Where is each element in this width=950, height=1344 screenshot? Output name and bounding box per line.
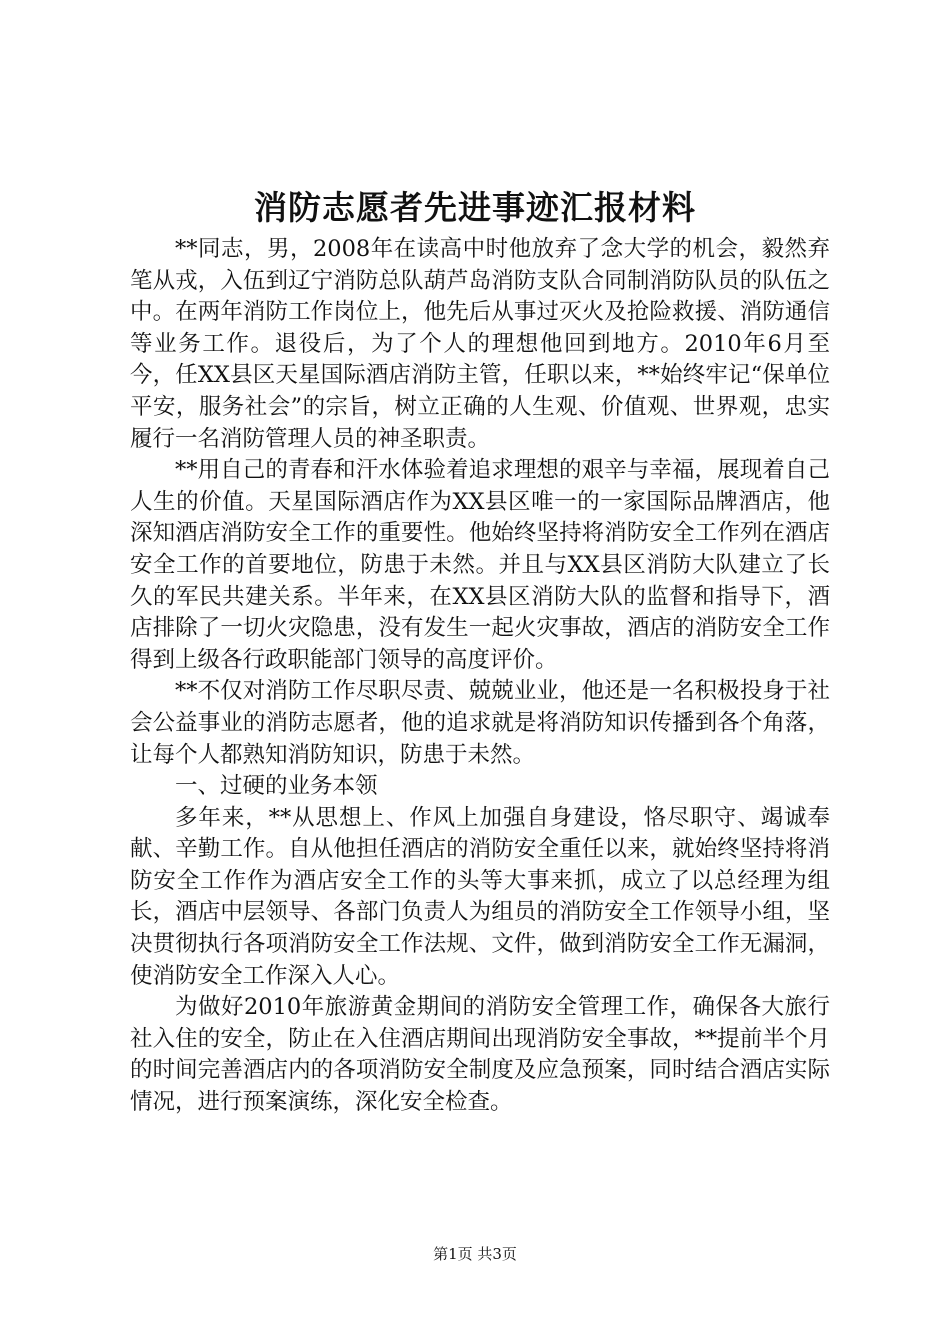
document-body bbox=[130, 234, 830, 1119]
paragraph-youth-value: **用自己的青春和汗水体验着追求理想的艰辛与幸福，展现着自己人生的价值。天星国际酒店作为XX县区唯一的一家国际品牌酒店，他深知酒店消防安全工作的重要性。他始终坚持将消防安全工作列在酒店安全工作的首要地位，防患于未然。并且与XX县区消防大队建立了长久的军民共建关系。半年来，在XX县区消防大队的监督和指导下，酒店排除了一切火灾隐患，没有发生一起火灾事故，酒店的消防安全工作得到上级各行政职能部门领导的高度评价。 bbox=[130, 457, 830, 673]
paragraph-volunteer: **不仅对消防工作尽职尽责、兢兢业业，他还是一名积极投身于社会公益事业的消防志愿者，他的追求就是将消防知识传播到各个角落，让每个人都熟知消防知识，防患于未然。 bbox=[130, 678, 830, 768]
page-number: 第1页 共3页 bbox=[433, 1245, 517, 1263]
paragraph-golden-week: 为做好2010年旅游黄金期间的消防安全管理工作，确保各大旅行社入住的安全，防止在入住酒店期间出现消防安全事故，**提前半个月的时间完善酒店内的各项消防安全制度及应急预案，同时结合酒店实际情况，进行预案演练，深化安全检查。 bbox=[130, 994, 830, 1116]
paragraph-intro: **同志，男，2008年在读高中时他放弃了念大学的机会，毅然弃笔从戎，入伍到辽宁消防总队葫芦岛消防支队合同制消防队员的队伍之中。在两年消防工作岗位上，他先后从事过灭火及抢险救援、消防通信等业务工作。退役后，为了个人的理想他回到地方。2010年6月至今，任XX县区天星国际酒店消防主管，任职以来，**始终牢记“保单位平安，服务社会”的宗旨，树立正确的人生观、价值观、世界观，忠实履行一名消防管理人员的神圣职责。 bbox=[130, 236, 830, 452]
paragraph-responsibility: 多年来，**从思想上、作风上加强自身建设，恪尽职守、竭诚奉献、辛勤工作。自从他担任酒店的消防安全重任以来，就始终坚持将消防安全工作作为酒店安全工作的头等大事来抓，成立了以总经理为组长，酒店中层领导、各部门负责人为组员的消防安全工作领导小组，坚决贯彻执行各项消防安全工作法规、文件，做到消防安全工作无漏洞，使消防安全工作深入人心。 bbox=[130, 804, 830, 989]
document-title: 消防志愿者先进事迹汇报材料 bbox=[254, 188, 696, 227]
section-heading: 一、过硬的业务本领 bbox=[175, 773, 378, 800]
